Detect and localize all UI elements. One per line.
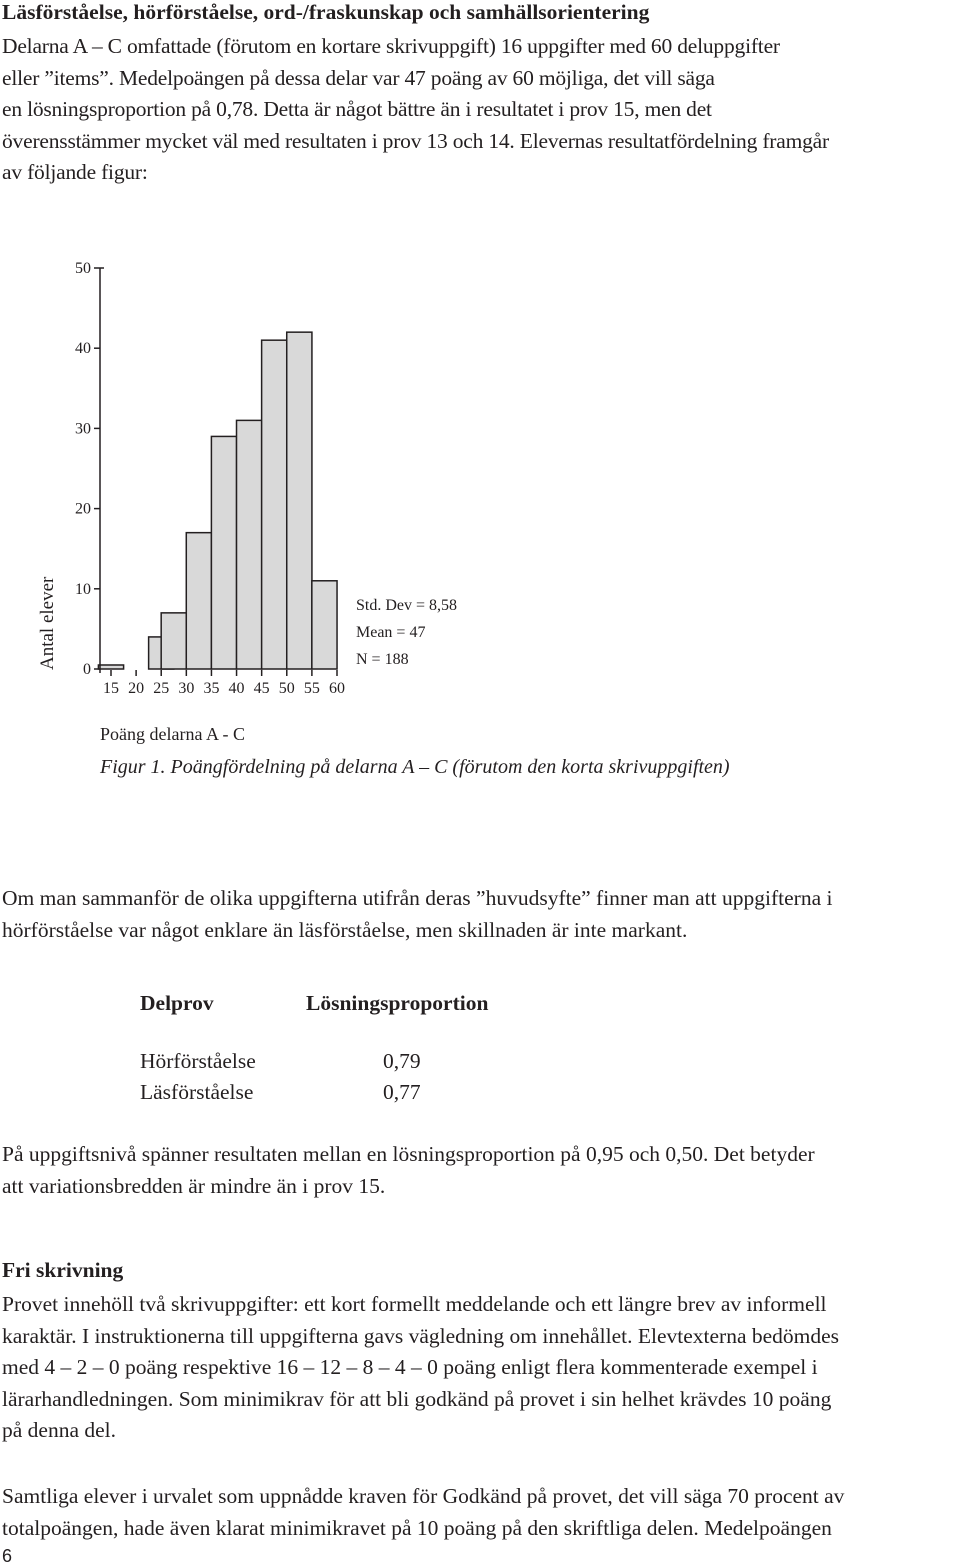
table-header-proportion: Lösningsproportion xyxy=(306,991,489,1015)
y-tick-label: 10 xyxy=(75,580,91,598)
histogram-bar xyxy=(211,436,236,669)
text-line: hörförståelse var något enklare än läsförståelse, men skillnaden är inte markant. xyxy=(2,917,688,942)
section-heading-reading: Läsförståelse, hörförståelse, ord-/fraskunskap och samhällsorientering xyxy=(2,0,650,24)
histogram-bar xyxy=(186,533,211,669)
x-tick-label: 30 xyxy=(178,680,195,697)
y-tick-label: 20 xyxy=(75,500,91,518)
x-axis-label: Poäng delarna A - C xyxy=(100,724,245,744)
x-tick-label: 25 xyxy=(153,680,170,697)
text-line: karaktär. I instruktionerna till uppgifterna gavs vägledning om innehållet. Elevtexterna bedömdes xyxy=(2,1323,840,1348)
text-line: av följande figur: xyxy=(2,160,148,184)
page-number: 6 xyxy=(2,1546,13,1566)
x-tick-label: 60 xyxy=(329,680,345,697)
y-tick-label: 50 xyxy=(75,260,91,277)
writing-paragraph xyxy=(2,1289,957,1447)
x-tick-label: 45 xyxy=(253,680,270,697)
text-line: på denna del. xyxy=(2,1418,117,1442)
text-line: eller ”items”. Medelpoängen på dessa delar var 47 poäng av 60 möjliga, det vill säga xyxy=(2,65,715,90)
table-cell-delprov: Hörförståelse xyxy=(140,1049,256,1073)
histogram-bar xyxy=(287,332,312,669)
x-tick-label: 15 xyxy=(103,680,119,697)
text-line: med 4 – 2 – 0 poäng respektive 16 – 12 – 8 – 4 – 0 poäng enligt flera kommenterade exempel i xyxy=(2,1355,818,1379)
stat-n: N = 188 xyxy=(356,651,409,668)
figure-caption: Figur 1. Poängfördelning på delarna A – C (förutom den korta skrivuppgiften) xyxy=(100,756,730,778)
histogram-bar xyxy=(237,420,262,669)
histogram-bar xyxy=(262,340,287,669)
task-level-paragraph xyxy=(2,1139,957,1202)
stat-mean: Mean = 47 xyxy=(356,624,426,641)
text-line: att variationsbredden är mindre än i prov 15. xyxy=(2,1173,386,1198)
text-line: På uppgiftsnivå spänner resultaten mellan en lösningsproportion på 0,95 och 0,50. Det betyder xyxy=(2,1142,815,1166)
stat-std-dev: Std. Dev = 8,58 xyxy=(356,597,458,614)
y-tick-label: 30 xyxy=(75,420,91,438)
histogram-bar xyxy=(98,665,123,669)
bars xyxy=(98,332,337,669)
y-axis-label: Antal elever xyxy=(37,576,58,670)
x-tick-label: 35 xyxy=(203,680,220,697)
section-heading-writing: Fri skrivning xyxy=(2,1258,124,1282)
text-line: Om man sammanför de olika uppgifterna utifrån deras ”huvudsyfte” finner man att uppgifterna i xyxy=(2,886,833,910)
text-line: Samtliga elever i urvalet som uppnådde kraven för Godkänd på provet, det vill säga 70 procent av xyxy=(2,1484,845,1508)
histogram-bar xyxy=(161,613,186,669)
x-tick-label: 55 xyxy=(303,680,320,697)
results-paragraph xyxy=(2,1481,957,1544)
text-line: Delarna A – C omfattade (förutom en kortare skrivuppgift) 16 uppgifter med 60 deluppgifter xyxy=(2,34,780,58)
summary-paragraph xyxy=(2,883,957,946)
x-tick-label: 40 xyxy=(228,680,245,697)
table-header-delprov: Delprov xyxy=(140,991,214,1015)
y-tick-label: 0 xyxy=(83,661,91,678)
text-line: överensstämmer mycket väl med resultaten i prov 13 och 14. Elevernas resultatfördelning framgår xyxy=(2,128,829,153)
y-axis-ticks xyxy=(75,260,100,678)
text-line: totalpoängen, hade även klarat minimikravet på 10 poäng på den skriftliga delen. Medelpoängen xyxy=(2,1515,832,1540)
table-cell-value: 0,79 xyxy=(383,1049,421,1073)
x-tick-label: 20 xyxy=(128,680,145,697)
text-line: Provet innehöll två skrivuppgifter: ett kort formellt meddelande och ett längre brev av informell xyxy=(2,1292,827,1316)
text-line: en lösningsproportion på 0,78. Detta är något bättre än i resultatet i prov 15, men det xyxy=(2,97,712,121)
table-cell-value: 0,77 xyxy=(383,1080,421,1104)
text-line: lärarhandledningen. Som minimikrav för att bli godkänd på provet i sin helhet krävdes 10 poäng xyxy=(2,1386,832,1411)
table-cell-delprov: Läsförståelse xyxy=(140,1080,254,1104)
y-tick-label: 40 xyxy=(75,340,91,358)
histogram-bar xyxy=(312,581,337,669)
x-axis-ticks xyxy=(103,670,345,697)
histogram-chart xyxy=(0,0,960,760)
x-tick-label: 50 xyxy=(278,680,295,697)
